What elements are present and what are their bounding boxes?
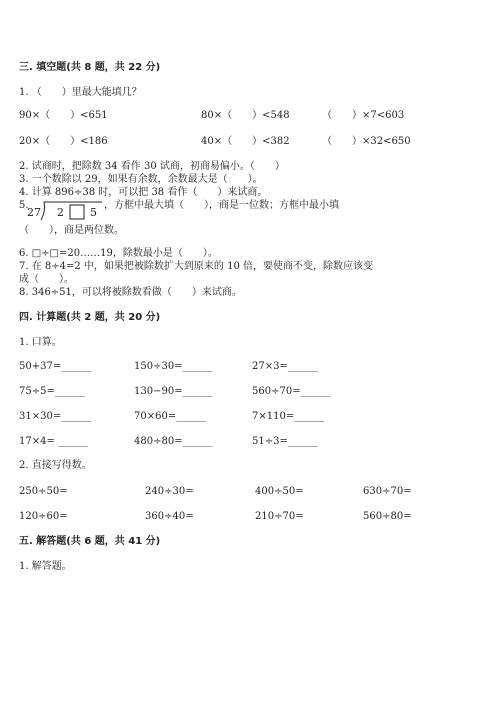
question-5-line-2: （ ），商是两位数。 <box>19 225 124 236</box>
oral-item: 70×60=______ <box>134 411 207 422</box>
oral-item: 75÷5=______ <box>19 386 85 397</box>
blank-box <box>70 205 84 219</box>
calc-question-1: 1. 口算。 <box>19 337 62 348</box>
oral-item: 17×4= ______ <box>19 436 89 447</box>
direct-row-2 <box>0 512 500 524</box>
direct-item: 250÷50= <box>19 486 68 497</box>
q1-item: 90×（ ）<651 <box>19 110 108 121</box>
oral-item: 560÷70=______ <box>252 386 331 397</box>
word-problem-question-1: 1. 解答题。 <box>19 561 72 572</box>
question-7-line-2: 成（ ）。 <box>19 274 74 285</box>
direct-item: 240÷30= <box>145 486 194 497</box>
oral-item: 7×110=______ <box>252 411 325 422</box>
direct-item: 630÷70= <box>363 486 412 497</box>
oral-row-4 <box>0 437 500 449</box>
direct-item: 360÷40= <box>145 511 194 522</box>
oral-row-2 <box>0 387 500 399</box>
oral-item: 50+37=______ <box>19 361 92 372</box>
direct-row-1 <box>0 487 500 499</box>
section-title-word-problems: 五. 解答题(共 6 题，共 41 分) <box>19 536 161 547</box>
q1-item: 40×（ ）<382 <box>201 136 290 147</box>
oral-item: 31×30=______ <box>19 411 92 422</box>
question-5-text: ，方框中最大填（ ），商是一位数；方框中最小填 <box>104 200 339 211</box>
q1-item: （ ）×7<603 <box>322 110 405 121</box>
calc-question-2: 2. 直接写得数。 <box>19 460 92 471</box>
q1-row-1 <box>0 111 500 123</box>
oral-item: 51÷3=______ <box>252 436 318 447</box>
question-6: 6. □÷□=20……19，除数最小是（ ）。 <box>19 248 218 259</box>
dividend-digit-2: 5 <box>90 206 97 219</box>
section-title-calculation: 四. 计算题(共 2 题，共 20 分) <box>19 312 161 323</box>
question-1: 1. （ ）里最大能填几？ <box>19 87 142 98</box>
oral-item: 27×3=______ <box>252 361 318 372</box>
question-3: 3. 一个数除以 29，如果有余数，余数最大是（ ）。 <box>19 174 263 185</box>
oral-item: 480÷80=______ <box>134 436 213 447</box>
q1-item: （ ）×32<650 <box>322 136 411 147</box>
section-title-fill-in: 三. 填空题(共 8 题，共 22 分) <box>19 62 161 73</box>
direct-item: 560÷80= <box>363 511 412 522</box>
q1-item: 20×（ ）<186 <box>19 136 108 147</box>
direct-item: 210÷70= <box>255 511 304 522</box>
q1-row-2 <box>0 137 500 149</box>
question-5-number: 5. <box>19 200 29 211</box>
oral-item: 130−90=______ <box>134 386 213 397</box>
dividend-digit-1: 2 <box>57 206 64 219</box>
oral-row-1 <box>0 362 500 374</box>
oral-item: 150÷30=______ <box>134 361 213 372</box>
direct-item: 120÷60= <box>19 511 68 522</box>
question-4: 4. 计算 896÷38 时，可以把 38 看作（ ）来试商。 <box>19 187 268 198</box>
question-8: 8. 346÷51，可以将被除数看做（ ）来试商。 <box>19 287 242 298</box>
oral-row-3 <box>0 412 500 424</box>
question-2: 2. 试商时，把除数 34 看作 30 试商，初商易偏小。（ ） <box>19 161 285 172</box>
divisor: 27 <box>27 206 41 219</box>
long-division-figure <box>24 201 102 221</box>
direct-item: 400÷50= <box>255 486 304 497</box>
question-7-line-1: 7. 在 8÷4=2 中，如果把被除数扩大到原来的 10 倍，要使商不变，除数应该变 <box>19 261 374 272</box>
q1-item: 80×（ ）<548 <box>201 110 290 121</box>
